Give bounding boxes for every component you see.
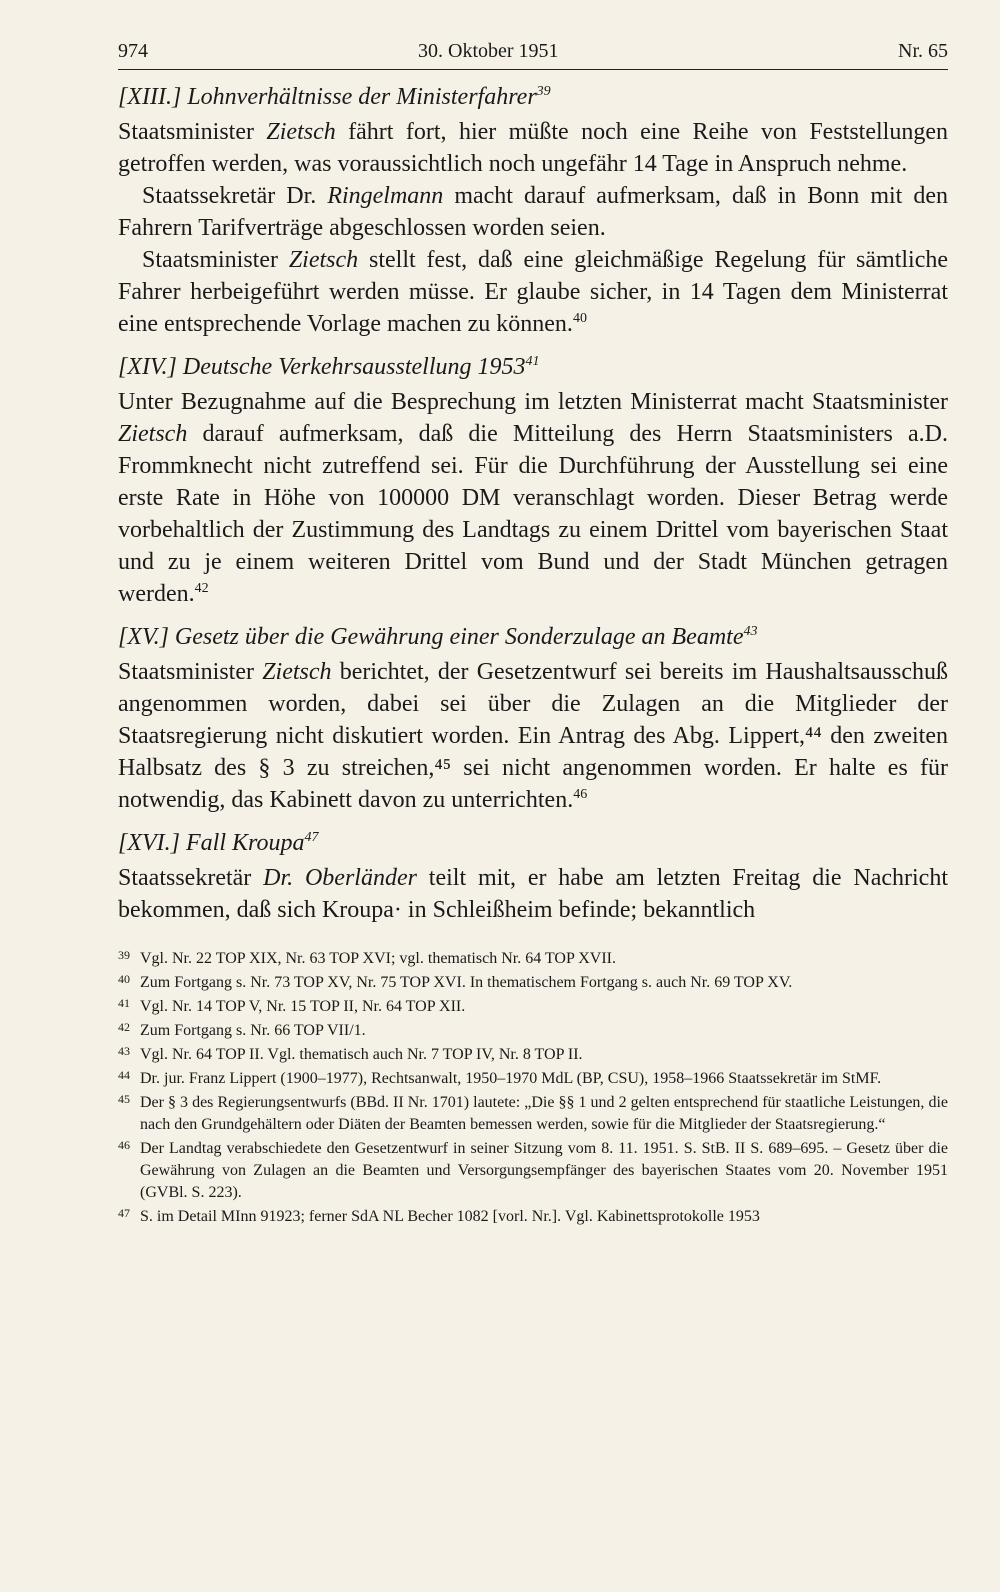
section-number: [XIII.] <box>118 84 182 110</box>
paragraph <box>118 656 948 816</box>
footnote-ref: 46 <box>573 787 588 802</box>
speaker-name: Ringelmann <box>327 183 444 209</box>
footnote <box>118 996 948 1018</box>
section-heading <box>118 350 948 384</box>
paragraph-text: teilt mit, er habe am letzten Freitag die Nachricht bekommen, daß sich Kroupa· in Schleißheim befinde; bekanntlich <box>118 865 949 923</box>
paragraph-text: darauf aufmerksam, daß die Mitteilung des Herrn Staatsministers a.D. Frommknecht nicht zutreffend sei. Für die Durchführung der Ausstellung sei eine erste Rate in Höhe von 100000 DM veranschlagt worden. Dieser Betrag werde vorbehaltlich der Zustimmung des Landtags zu einem Drittel vom bayerischen Staat und zu je einem weiteren Drittel vom Bund und der Stadt München getragen werden. <box>118 421 948 607</box>
footnote-number: 47 <box>118 1206 130 1220</box>
section-title: Fall Kroupa <box>186 830 305 856</box>
page-number: 974 <box>118 40 148 62</box>
paragraph-text: fährt fort, hier müßte noch eine Reihe von Feststellungen getroffen werden, was voraussichtlich noch ungefähr 14 Tage in Anspruch nehme. <box>118 119 948 177</box>
footnote-number: 44 <box>118 1068 130 1082</box>
speaker-name: Zietsch <box>266 119 336 145</box>
speaker-name: Zietsch <box>288 247 359 273</box>
agenda-section <box>118 80 948 340</box>
footnote-number: 40 <box>118 972 130 986</box>
document-page <box>118 40 948 1230</box>
paragraph-text: macht darauf aufmerksam, daß in Bonn mit den Fahrern Tarifverträge abgeschlossen worden seien. <box>118 183 949 241</box>
footnote <box>118 1044 948 1066</box>
paragraph-text: berichtet, der Gesetzentwurf sei bereits im Haushaltsausschuß angenommen worden, dabei sei über die Zulagen an die Mitglieder der Staatsregierung nicht diskutiert worden. Ein Antrag des Abg. Lippert,⁴⁴ den zweiten Halbsatz des § 3 zu streichen,⁴⁵ sei nicht angenommen worden. Er halte es für notwendig, das Kabinett davon zu unterrichten. <box>118 659 949 813</box>
footnote-number: 41 <box>118 996 130 1010</box>
footnote-number: 45 <box>118 1092 130 1106</box>
footnote-number: 43 <box>118 1044 130 1058</box>
section-heading <box>118 826 948 860</box>
footnote <box>118 972 948 994</box>
footnote <box>118 1206 948 1228</box>
paragraph-text: Staatsminister <box>118 119 267 145</box>
paragraph-text: Staatssekretär <box>118 865 264 891</box>
footnote-text: Vgl. Nr. 14 TOP V, Nr. 15 TOP II, Nr. 64 TOP XII. <box>140 998 466 1015</box>
agenda-section <box>118 350 948 610</box>
footnote-text: Zum Fortgang s. Nr. 73 TOP XV, Nr. 75 TOP XVI. In thematischem Fortgang s. auch Nr. 69 TOP XV. <box>140 974 793 991</box>
paragraph <box>118 862 948 926</box>
document-number: Nr. 65 <box>898 40 948 62</box>
section-number: [XV.] <box>118 624 169 650</box>
footnote-text: Der Landtag verabschiedete den Gesetzentwurf in seiner Sitzung vom 8. 11. 1951. S. StB. II S. 689–695. – Gesetz über die Gewährung von Zulagen an die Beamten und Versorgungsempfänger des bayerischen Staates vom 20. November 1951 (GVBl. S. 223). <box>140 1140 948 1201</box>
footnote-ref: 41 <box>525 354 540 369</box>
section-title: Gesetz über die Gewährung einer Sonderzulage an Beamte <box>174 624 744 650</box>
footnote <box>118 1020 948 1042</box>
paragraph <box>118 180 948 244</box>
page-date: 30. Oktober 1951 <box>418 40 559 62</box>
section-title: Lohnverhältnisse der Ministerfahrer <box>187 84 537 110</box>
paragraph <box>118 116 948 180</box>
speaker-name: Dr. Oberländer <box>263 865 417 891</box>
footnote-ref: 40 <box>572 311 587 326</box>
footnote-number: 39 <box>118 948 130 962</box>
section-number: [XVI.] <box>118 830 180 856</box>
paragraph-text: Unter Bezugnahme auf die Besprechung im letzten Ministerrat macht Staatsminister <box>118 389 948 415</box>
footnote-text: Vgl. Nr. 64 TOP II. Vgl. thematisch auch Nr. 7 TOP IV, Nr. 8 TOP II. <box>140 1046 583 1063</box>
footnote <box>118 1138 948 1204</box>
footnote-number: 46 <box>118 1138 130 1152</box>
section-heading <box>118 620 948 654</box>
footnote <box>118 948 948 970</box>
footnote-text: Zum Fortgang s. Nr. 66 TOP VII/1. <box>140 1022 366 1039</box>
speaker-name: Zietsch <box>262 659 332 685</box>
section-heading <box>118 80 948 114</box>
agenda-section <box>118 620 948 816</box>
paragraph-text: Staatsminister <box>142 247 289 273</box>
agenda-section <box>118 826 948 926</box>
paragraph-text: Staatsminister <box>118 659 263 685</box>
footnote-ref: 42 <box>194 581 209 596</box>
page-header <box>118 40 948 70</box>
footnotes <box>118 948 948 1228</box>
footnote <box>118 1092 948 1136</box>
section-title: Deutsche Verkehrsausstellung 1953 <box>182 354 526 380</box>
sections <box>118 80 948 926</box>
footnote-ref: 39 <box>536 84 551 99</box>
footnote-ref: 43 <box>743 624 758 639</box>
speaker-name: Zietsch <box>118 421 188 447</box>
footnote-text: Vgl. Nr. 22 TOP XIX, Nr. 63 TOP XVI; vgl. thematisch Nr. 64 TOP XVII. <box>140 950 617 967</box>
paragraph <box>118 386 948 610</box>
section-number: [XIV.] <box>118 354 177 380</box>
paragraph-text: Staatssekretär Dr. <box>142 183 328 209</box>
footnote-text: Der § 3 des Regierungsentwurfs (BBd. II Nr. 1701) lautete: „Die §§ 1 und 2 gelten entsprechend für staatliche Leistungen, die nach den Grundgehältern oder Diäten der Beamten bemessen werden, sowie für die Mitglieder der Staatsregierung.“ <box>140 1094 948 1133</box>
paragraph <box>118 244 948 340</box>
footnote-number: 42 <box>118 1020 130 1034</box>
paragraph-text: stellt fest, daß eine gleichmäßige Regelung für sämtliche Fahrer herbeigeführt werden müsse. Er glaube sicher, in 14 Tagen dem Ministerrat eine entsprechende Vorlage machen zu können. <box>118 247 949 337</box>
footnote <box>118 1068 948 1090</box>
footnote-ref: 47 <box>304 830 319 845</box>
footnote-text: Dr. jur. Franz Lippert (1900–1977), Rechtsanwalt, 1950–1970 MdL (BP, CSU), 1958–1966 Staatssekretär im StMF. <box>140 1070 882 1087</box>
footnote-text: S. im Detail MInn 91923; ferner SdA NL Becher 1082 [vorl. Nr.]. Vgl. Kabinettsprotokolle 1953 <box>140 1208 760 1225</box>
